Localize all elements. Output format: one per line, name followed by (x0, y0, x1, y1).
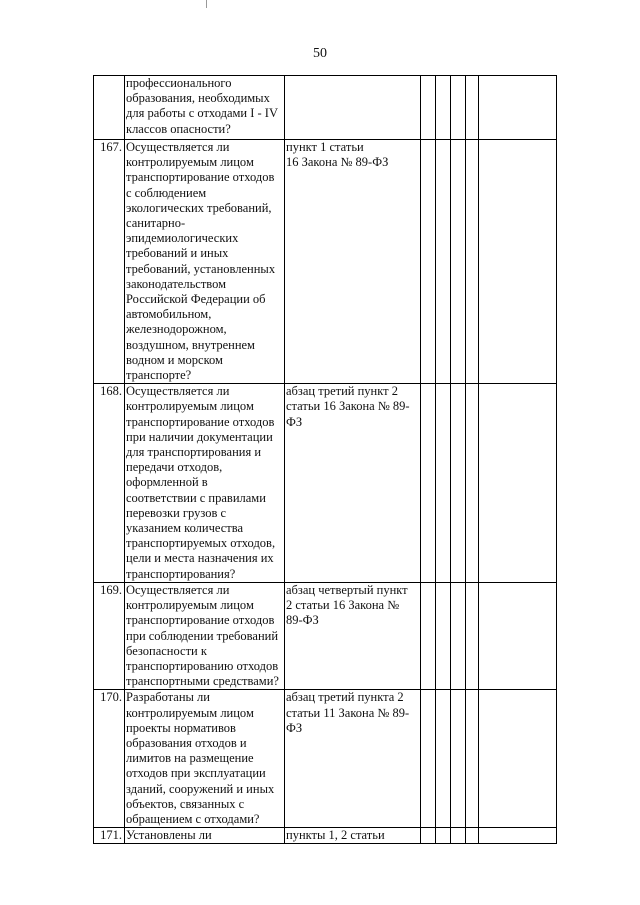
reference-cell (285, 76, 421, 140)
answer-no-cell (436, 690, 451, 828)
table-row (94, 582, 557, 689)
row-number (94, 76, 125, 140)
question-text: Разработаны ли контролируемым лицом проекты нормативов образования отходов и лимитов на размещение отходов при эксплуатации зданий, сооружений и иных объектов, связанных с обращением с отходами? (126, 690, 275, 826)
answer-yes-cell (421, 582, 436, 689)
answer-no-cell (436, 76, 451, 140)
answer-no-cell (436, 140, 451, 384)
note-cell (479, 76, 557, 140)
note-cell (479, 690, 557, 828)
row-number: 171. (94, 828, 125, 844)
reference-text: абзац четвертый пункт 2 статьи 16 Закона № 89-ФЗ (286, 582, 408, 628)
answer-yes-cell (421, 384, 436, 583)
answer-extra-cell (466, 140, 479, 384)
table-row (94, 384, 557, 583)
row-number: 170. (94, 690, 125, 828)
answer-extra-cell (466, 384, 479, 583)
note-cell (479, 828, 557, 844)
question-text: профессионального образования, необходимых для работы с отходами I - IV классов опасности? (126, 76, 278, 136)
scan-mark (206, 0, 207, 8)
reference-cell (285, 384, 421, 583)
table-row (94, 140, 557, 384)
table-row (94, 76, 557, 140)
reference-text: пункт 1 статьи 16 Закона № 89-ФЗ (286, 140, 389, 170)
answer-na-cell (451, 828, 466, 844)
question-text: Осуществляется ли контролируемым лицом транспортирование отходов с соблюдением экологических требований, санитарно- эпидемиологических требований и иных требований, установленных законодательством Российской Федерации об автомобильном, железнодорожном, воздушном, внутреннем водном и морском транспорте? (126, 140, 276, 383)
question-cell (125, 140, 285, 384)
reference-text: пункты 1, 2 статьи (286, 828, 385, 843)
answer-extra-cell (466, 582, 479, 689)
answer-extra-cell (466, 828, 479, 844)
note-cell (479, 582, 557, 689)
note-cell (479, 140, 557, 384)
table-row (94, 690, 557, 828)
answer-no-cell (436, 828, 451, 844)
answer-no-cell (436, 582, 451, 689)
answer-yes-cell (421, 140, 436, 384)
answer-yes-cell (421, 76, 436, 140)
question-text: Осуществляется ли контролируемым лицом транспортирование отходов при соблюдении требований безопасности к транспортированию отходов транспортными средствами? (126, 582, 279, 689)
answer-na-cell (451, 76, 466, 140)
row-number: 169. (94, 582, 125, 689)
row-number: 168. (94, 384, 125, 583)
question-cell (125, 582, 285, 689)
question-cell (125, 384, 285, 583)
note-cell (479, 384, 557, 583)
answer-yes-cell (421, 690, 436, 828)
row-number: 167. (94, 140, 125, 384)
answer-yes-cell (421, 828, 436, 844)
checklist-table (93, 75, 557, 844)
question-text: Установлены ли (126, 828, 212, 843)
answer-na-cell (451, 690, 466, 828)
question-cell (125, 76, 285, 140)
answer-na-cell (451, 384, 466, 583)
reference-cell (285, 828, 421, 844)
question-cell (125, 828, 285, 844)
table-row (94, 828, 557, 844)
reference-cell (285, 690, 421, 828)
answer-no-cell (436, 384, 451, 583)
reference-cell (285, 582, 421, 689)
reference-cell (285, 140, 421, 384)
reference-text: абзац третий пункт 2 статьи 16 Закона № 89- ФЗ (286, 384, 410, 429)
page-number: 50 (313, 46, 327, 61)
answer-na-cell (451, 140, 466, 384)
question-text: Осуществляется ли контролируемым лицом транспортирование отходов при наличии документации для транспортирования и передачи отходов, оформленной в соответствии с правилами перевозки грузов с указанием количества транспортируемых отходов, цели и места назначения их транспортирования? (126, 384, 276, 581)
answer-extra-cell (466, 690, 479, 828)
question-cell (125, 690, 285, 828)
answer-extra-cell (466, 76, 479, 140)
reference-text: абзац третий пункта 2 статьи 11 Закона № 89- ФЗ (286, 690, 410, 735)
answer-na-cell (451, 582, 466, 689)
